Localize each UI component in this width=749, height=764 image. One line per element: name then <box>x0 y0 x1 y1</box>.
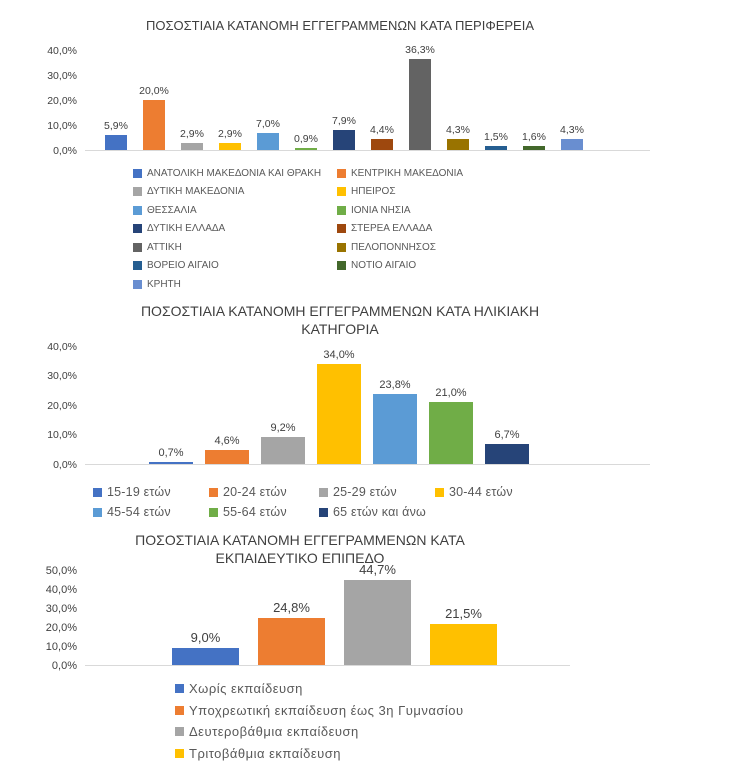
legend-label: Χωρίς εκπαίδευση <box>189 681 303 696</box>
bar-column <box>373 394 417 464</box>
y-tick-label: 20,0% <box>47 95 77 108</box>
bar-column <box>172 648 239 665</box>
y-tick-label: 20,0% <box>47 400 77 413</box>
y-tick-label: 0,0% <box>52 660 77 673</box>
legend-item <box>337 238 541 257</box>
bar <box>261 437 305 464</box>
legend-swatch <box>93 508 102 517</box>
bar <box>295 148 317 150</box>
legend-label: Δευτεροβάθμια εκπαίδευση <box>189 724 359 739</box>
legend-swatch <box>319 508 328 517</box>
legend-item <box>93 482 209 502</box>
bar-column <box>371 139 393 150</box>
legend-item <box>133 183 337 202</box>
legend-label: ΔΥΤΙΚΗ ΜΑΚΕΔΟΝΙΑ <box>147 186 244 197</box>
y-tick-label: 50,0% <box>46 565 77 578</box>
bar-value-label: 0,7% <box>158 447 183 459</box>
legend-item <box>133 164 337 183</box>
bar-column <box>261 437 305 464</box>
bar-column <box>257 133 279 151</box>
bar-value-label: 20,0% <box>139 85 169 97</box>
legend-item <box>209 482 319 502</box>
legend-label: ΑΤΤΙΚΗ <box>147 242 182 253</box>
bar-value-label: 9,0% <box>191 630 221 645</box>
chart-title-line-1: ΠΟΣΟΣΤΙΑΙΑ ΚΑΤΑΝΟΜΗ ΕΓΓΕΓΡΑΜΜΕΝΩΝ ΚΑΤΑ <box>30 531 570 549</box>
bar-value-label: 1,6% <box>522 131 546 143</box>
legend-item <box>133 220 337 239</box>
legend-swatch <box>93 488 102 497</box>
plot-wrapper <box>30 570 570 666</box>
bar <box>561 139 583 150</box>
bar-value-label: 34,0% <box>323 349 354 361</box>
bar-column <box>447 139 469 150</box>
bar-column <box>181 143 203 150</box>
legend-label: ΙΟΝΙΑ ΝΗΣΙΑ <box>351 205 411 216</box>
bar-column <box>485 146 507 150</box>
chart-title-line-1: ΠΟΣΟΣΤΙΑΙΑ ΚΑΤΑΝΟΜΗ ΕΓΓΕΓΡΑΜΜΕΝΩΝ ΚΑΤΑ ΗΛΙΚΙΑΚΗ <box>30 302 650 320</box>
chart-title <box>30 302 650 338</box>
bar-column <box>409 59 431 150</box>
legend-swatch <box>175 727 184 736</box>
bar-column <box>219 143 241 150</box>
legend-item <box>133 238 337 257</box>
legend-item <box>175 700 464 722</box>
y-tick-label: 20,0% <box>46 622 77 635</box>
legend-label: ΒΟΡΕΙΟ ΑΙΓΑΙΟ <box>147 260 219 271</box>
bar <box>373 394 417 464</box>
chart-title: ΠΟΣΟΣΤΙΑΙΑ ΚΑΤΑΝΟΜΗ ΕΓΓΕΓΡΑΜΜΕΝΩΝ ΚΑΤΑ ΠΕΡΙΦΕΡΕΙΑ <box>30 18 650 34</box>
legend-item <box>175 743 464 764</box>
legend-swatch <box>209 488 218 497</box>
legend-item <box>133 275 337 294</box>
chart-title <box>30 531 570 567</box>
bar-column <box>258 618 325 665</box>
legend-label: ΚΕΝΤΡΙΚΗ ΜΑΚΕΔΟΝΙΑ <box>351 168 463 179</box>
bar-column <box>430 624 497 665</box>
bar-value-label: 36,3% <box>405 44 435 56</box>
y-tick-label: 40,0% <box>46 584 77 597</box>
bar-value-label: 21,5% <box>445 606 482 621</box>
legend-swatch <box>175 684 184 693</box>
bar-value-label: 9,2% <box>270 422 295 434</box>
bar <box>333 130 355 150</box>
legend-label: ΘΕΣΣΑΛΙΑ <box>147 205 197 216</box>
bar <box>257 133 279 151</box>
chart-title-line-2: ΕΚΠΑΙΔΕΥΤΙΚΟ ΕΠΙΠΕΔΟ <box>30 549 570 567</box>
bar <box>317 364 361 464</box>
legend-label: 15-19 ετών <box>107 485 171 499</box>
legend-item <box>337 164 541 183</box>
legend-swatch <box>133 243 142 252</box>
bar <box>143 100 165 150</box>
y-tick-label: 10,0% <box>47 120 77 133</box>
bar <box>105 135 127 150</box>
y-tick-label: 40,0% <box>47 45 77 58</box>
legend-label: 30-44 ετών <box>449 485 513 499</box>
legend <box>175 678 570 764</box>
y-tick-label: 40,0% <box>47 341 77 354</box>
bar-column <box>561 139 583 150</box>
legend-swatch <box>133 261 142 270</box>
y-tick-label: 10,0% <box>47 429 77 442</box>
legend-item <box>319 482 435 502</box>
legend-swatch <box>337 224 346 233</box>
legend-item <box>133 257 337 276</box>
bar <box>258 618 325 665</box>
bar-value-label: 4,6% <box>214 435 239 447</box>
legend-swatch <box>209 508 218 517</box>
bar-value-label: 5,9% <box>104 120 128 132</box>
legend-swatch <box>175 706 184 715</box>
legend-label: 65 ετών και άνω <box>333 505 426 519</box>
bar-column <box>523 146 545 150</box>
bar-column <box>429 402 473 464</box>
legend-swatch <box>133 224 142 233</box>
legend-label: Υποχρεωτική εκπαίδευση έως 3η Γυμνασίου <box>189 703 464 718</box>
y-tick-label: 30,0% <box>46 603 77 616</box>
legend-item <box>133 201 337 220</box>
legend-item <box>93 502 209 522</box>
region-distribution-chart <box>30 8 650 294</box>
bar-value-label: 6,7% <box>494 429 519 441</box>
y-tick-label: 30,0% <box>47 370 77 383</box>
bar-column <box>149 462 193 464</box>
legend-swatch <box>337 243 346 252</box>
bar <box>205 450 249 464</box>
legend <box>93 482 650 522</box>
bar <box>344 580 411 665</box>
legend-item <box>435 482 650 502</box>
legend-swatch <box>175 749 184 758</box>
bar-column <box>205 450 249 464</box>
legend-swatch <box>133 169 142 178</box>
legend-label: ΚΡΗΤΗ <box>147 279 181 290</box>
bar-value-label: 4,3% <box>560 124 584 136</box>
bar-column <box>317 364 361 464</box>
bar-column <box>333 130 355 150</box>
bar <box>485 444 529 464</box>
bar <box>430 624 497 665</box>
bar-value-label: 4,4% <box>370 124 394 136</box>
y-axis <box>30 347 85 465</box>
plot-wrapper <box>30 346 650 465</box>
plot-wrapper <box>30 50 650 151</box>
bar-column <box>105 135 127 150</box>
bar-column <box>295 148 317 150</box>
plot-area <box>85 346 650 465</box>
bar-value-label: 2,9% <box>180 128 204 140</box>
legend-swatch <box>337 261 346 270</box>
bar-column <box>143 100 165 150</box>
y-axis <box>30 51 85 151</box>
bar <box>219 143 241 150</box>
y-tick-label: 10,0% <box>46 641 77 654</box>
legend-swatch <box>337 187 346 196</box>
legend-swatch <box>337 206 346 215</box>
legend-item <box>337 183 541 202</box>
y-tick-label: 0,0% <box>53 459 77 472</box>
legend-swatch <box>133 206 142 215</box>
legend-item <box>337 201 541 220</box>
legend-label: ΣΤΕΡΕΑ ΕΛΛΑΔΑ <box>351 223 432 234</box>
age-distribution-chart <box>30 292 650 522</box>
bar-value-label: 23,8% <box>379 379 410 391</box>
bar <box>523 146 545 150</box>
legend-swatch <box>337 169 346 178</box>
legend-label: ΔΥΤΙΚΗ ΕΛΛΑΔΑ <box>147 223 225 234</box>
legend-label: Τριτοβάθμια εκπαίδευση <box>189 746 341 761</box>
bar <box>429 402 473 464</box>
bar-value-label: 2,9% <box>218 128 242 140</box>
bar-value-label: 21,0% <box>435 387 466 399</box>
legend-label: ΝΟΤΙΟ ΑΙΓΑΙΟ <box>351 260 416 271</box>
bar <box>149 462 193 464</box>
bar <box>172 648 239 665</box>
bar-value-label: 24,8% <box>273 600 310 615</box>
plot-area <box>85 50 650 151</box>
plot-area <box>85 570 570 666</box>
bar-column <box>485 444 529 464</box>
legend-swatch <box>435 488 444 497</box>
bar-column <box>344 580 411 665</box>
bar-value-label: 44,7% <box>359 562 396 577</box>
legend-swatch <box>319 488 328 497</box>
y-axis <box>30 571 85 666</box>
bar <box>485 146 507 150</box>
bar <box>447 139 469 150</box>
legend-label: 55-64 ετών <box>223 505 287 519</box>
bar-value-label: 1,5% <box>484 131 508 143</box>
bar-value-label: 4,3% <box>446 124 470 136</box>
bar <box>181 143 203 150</box>
legend-item <box>175 678 464 700</box>
legend-label: ΗΠΕΙΡΟΣ <box>351 186 396 197</box>
bar-value-label: 7,9% <box>332 115 356 127</box>
legend-label: 25-29 ετών <box>333 485 397 499</box>
legend-item <box>337 257 541 276</box>
y-tick-label: 30,0% <box>47 70 77 83</box>
legend-item <box>209 502 319 522</box>
chart-title-line-2: ΚΑΤΗΓΟΡΙΑ <box>30 320 650 338</box>
legend-label: ΠΕΛΟΠΟΝΝΗΣΟΣ <box>351 242 436 253</box>
bar-value-label: 0,9% <box>294 133 318 145</box>
legend-item <box>337 220 541 239</box>
legend <box>133 164 650 294</box>
education-distribution-chart <box>30 524 570 764</box>
legend-swatch <box>133 187 142 196</box>
legend-item <box>319 502 435 522</box>
legend-label: 45-54 ετών <box>107 505 171 519</box>
bar-value-label: 7,0% <box>256 118 280 130</box>
legend-label: 20-24 ετών <box>223 485 287 499</box>
bar <box>371 139 393 150</box>
legend-label: ΑΝΑΤΟΛΙΚΗ ΜΑΚΕΔΟΝΙΑ ΚΑΙ ΘΡΑΚΗ <box>147 168 321 179</box>
legend-swatch <box>133 280 142 289</box>
bar <box>409 59 431 150</box>
legend-item <box>175 721 464 743</box>
y-tick-label: 0,0% <box>53 145 77 158</box>
